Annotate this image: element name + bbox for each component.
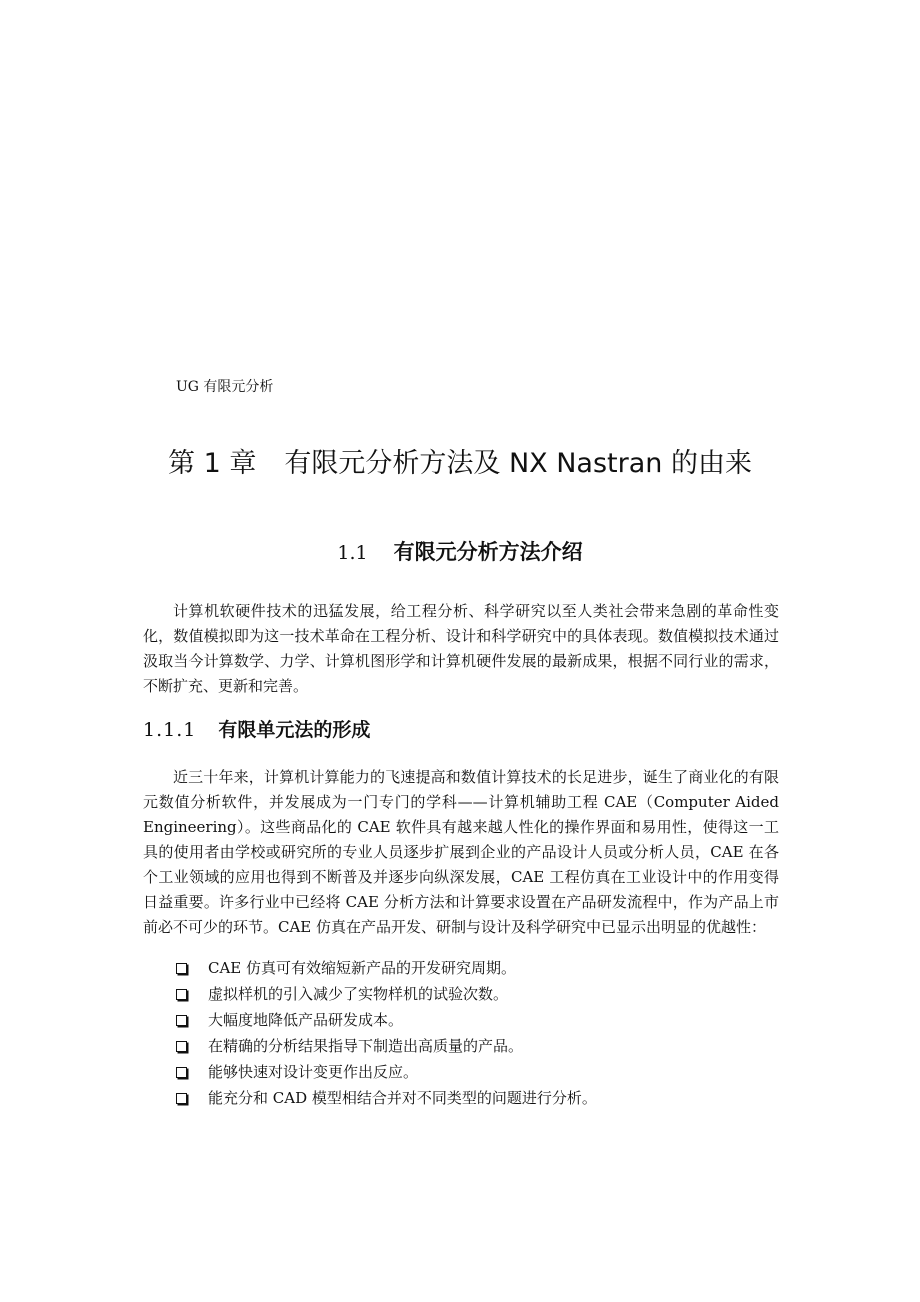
list-item (176, 1033, 597, 1059)
list-item-text: 能够快速对设计变更作出反应。 (208, 1063, 419, 1081)
running-header: UG 有限元分析 (176, 379, 274, 395)
checkbox-bullet-icon (176, 1067, 187, 1078)
checkbox-bullet-icon (176, 963, 187, 974)
checkbox-bullet-icon (176, 1093, 187, 1104)
subsection-title-text: 有限单元法的形成 (218, 719, 371, 741)
section-title (0, 536, 920, 569)
chapter-title (0, 444, 920, 484)
paragraph: 计算机软硬件技术的迅猛发展，给工程分析、科学研究以至人类社会带来急剧的革命性变化，数值模拟即为这一技术革命在工程分析、设计和科学研究中的具体表现。数值模拟技术通过汲取当今计算数学、力学、计算机图形学和计算机硬件发展的最新成果，根据不同行业的需求，不断扩充、更新和完善。 (143, 602, 779, 695)
list-item (176, 981, 597, 1007)
section-title-text: 有限元分析方法介绍 (393, 540, 583, 564)
list-item (176, 955, 597, 981)
checkbox-bullet-icon (176, 989, 187, 1000)
list-item-text: 虚拟样机的引入减少了实物样机的试验次数。 (208, 985, 509, 1003)
chapter-title-text: 有限元分析方法及 NX Nastran 的由来 (284, 448, 752, 479)
advantages-list (176, 955, 597, 1111)
subsection-title (143, 716, 370, 744)
subsection-number: 1.1.1 (143, 719, 197, 741)
list-item-text: CAE 仿真可有效缩短新产品的开发研究周期。 (208, 959, 517, 977)
checkbox-bullet-icon (176, 1015, 187, 1026)
list-item-text: 大幅度地降低产品研发成本。 (208, 1011, 404, 1029)
list-item (176, 1085, 597, 1111)
chapter-number: 第 1 章 (168, 448, 257, 479)
list-item (176, 1059, 597, 1085)
list-item-text: 在精确的分析结果指导下制造出高质量的产品。 (208, 1037, 524, 1055)
list-item (176, 1007, 597, 1033)
list-item-text: 能充分和 CAD 模型相结合并对不同类型的问题进行分析。 (208, 1089, 597, 1107)
paragraph: 近三十年来，计算机计算能力的飞速提高和数值计算技术的长足进步，诞生了商业化的有限元数值分析软件，并发展成为一门专门的学科——计算机辅助工程 CAE（Computer Aided Engineering）。这些商品化的 CAE 软件具有越来越人性化的操作界面和易用性，使得这一工具的使用者由学校或研究所的专业人员逐步扩展到企业的产品设计人员或分析人员，CAE 在各个工业领域的应用也得到不断普及并逐步向纵深发展，CAE 工程仿真在工业设计中的作用变得日益重要。许多行业中已经将 CAE 分析方法和计算要求设置在产品研发流程中，作为产品上市前必不可少的环节。CAE 仿真在产品开发、研制与设计及科学研究中已显示出明显的优越性： (143, 768, 779, 936)
checkbox-bullet-icon (176, 1041, 187, 1052)
section-number: 1.1 (337, 542, 368, 564)
